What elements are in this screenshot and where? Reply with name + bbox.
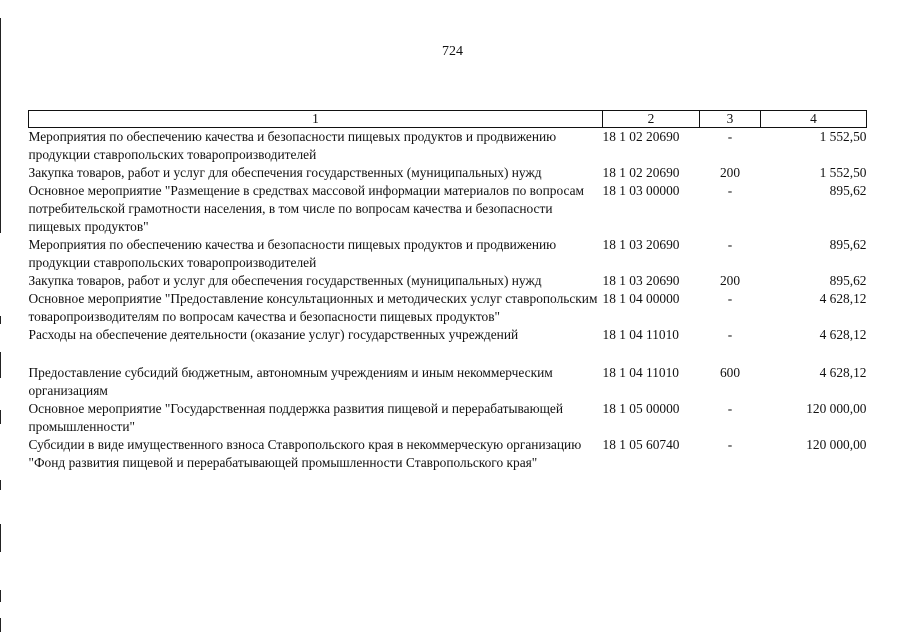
row-expense-type: - (727, 237, 733, 252)
scan-mark (0, 410, 1, 424)
row-expense-type: - (727, 437, 733, 452)
row-name: Основное мероприятие "Государственная поддержка развития пищевой и перерабатывающей промышленности" (28, 401, 564, 434)
row-name: Расходы на обеспечение деятельности (оказание услуг) государственных учреждений (28, 327, 519, 342)
row-expense-type: - (727, 327, 733, 342)
row-name: Основное мероприятие "Предоставление консультационных и методических услуг ставропольским товаропроизводителям по вопросам качества и безопасности пищевых продуктов" (28, 291, 598, 324)
row-code: 18 1 05 60740 (602, 437, 680, 452)
row-code: 18 1 02 20690 (602, 129, 680, 144)
row-name: Предоставление субсидий бюджетным, автономным учреждениям и иным некоммерческим организациям (28, 365, 553, 398)
row-sum: 1 552,50 (819, 129, 867, 144)
column-header-3: 3 (700, 111, 761, 128)
table-row (29, 290, 867, 326)
column-header-1: 1 (29, 111, 603, 128)
row-code: 18 1 03 20690 (602, 237, 680, 252)
table-row (29, 182, 867, 236)
row-sum: 895,62 (829, 183, 867, 198)
scan-mark (0, 524, 1, 552)
scan-mark (0, 352, 1, 378)
row-name: Мероприятия по обеспечению качества и безопасности пищевых продуктов и продвижению продукции ставропольских товаропроизводителей (28, 237, 557, 270)
row-expense-type: 600 (719, 365, 741, 380)
row-sum: 895,62 (829, 273, 867, 288)
scan-mark (0, 316, 1, 324)
row-sum: 895,62 (829, 237, 867, 252)
budget-table (28, 110, 867, 472)
row-expense-type: 200 (719, 165, 741, 180)
row-sum: 120 000,00 (806, 437, 867, 452)
row-code: 18 1 03 00000 (602, 183, 680, 198)
row-expense-type: - (727, 291, 733, 306)
row-code: 18 1 03 20690 (602, 273, 680, 288)
row-expense-type: - (727, 183, 733, 198)
table-row (29, 326, 867, 364)
row-name: Субсидии в виде имущественного взноса Ставропольского края в некоммерческую организацию "Фонд развития пищевой и перерабатывающей промышленности Ставропольского края" (28, 437, 582, 470)
table-row (29, 400, 867, 436)
table-row (29, 436, 867, 472)
row-sum: 120 000,00 (806, 401, 867, 416)
row-sum: 4 628,12 (819, 365, 867, 380)
row-expense-type: - (727, 129, 733, 144)
row-code: 18 1 02 20690 (602, 165, 680, 180)
table-header-row (29, 111, 867, 128)
table-row (29, 128, 867, 165)
row-sum: 1 552,50 (819, 165, 867, 180)
table-row (29, 236, 867, 272)
row-code: 18 1 04 00000 (602, 291, 680, 306)
scan-mark (0, 480, 1, 490)
row-name: Мероприятия по обеспечению качества и безопасности пищевых продуктов и продвижению продукции ставропольских товаропроизводителей (28, 129, 557, 162)
page-number: 724 (442, 44, 463, 59)
row-code: 18 1 04 11010 (602, 327, 679, 342)
row-name: Закупка товаров, работ и услуг для обеспечения государственных (муниципальных) нужд (28, 165, 542, 180)
row-expense-type: 200 (719, 273, 741, 288)
row-code: 18 1 05 00000 (602, 401, 680, 416)
table-row (29, 364, 867, 400)
row-sum: 4 628,12 (819, 291, 867, 306)
table-row (29, 164, 867, 182)
column-header-4: 4 (761, 111, 867, 128)
scan-mark (0, 618, 1, 632)
scan-mark (0, 590, 1, 602)
column-header-2: 2 (603, 111, 700, 128)
row-expense-type: - (727, 401, 733, 416)
row-code: 18 1 04 11010 (602, 365, 679, 380)
row-name: Основное мероприятие "Размещение в средствах массовой информации материалов по вопросам потребительской грамотности населения, в том числе по вопросам качества и безопасности пищевых продуктов" (28, 183, 584, 234)
row-name: Закупка товаров, работ и услуг для обеспечения государственных (муниципальных) нужд (28, 273, 542, 288)
row-sum: 4 628,12 (819, 327, 867, 342)
table-row (29, 272, 867, 290)
